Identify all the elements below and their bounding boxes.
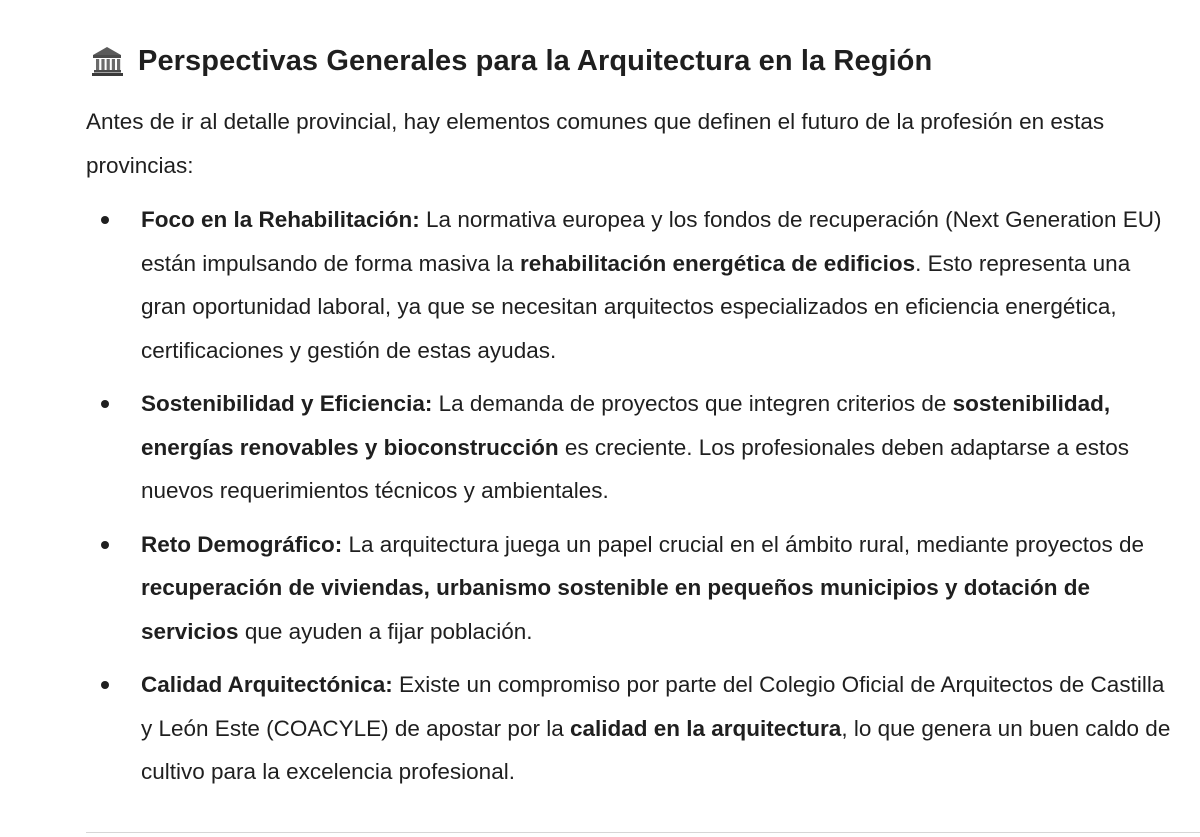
list-item: [86, 523, 1176, 654]
classical-building-icon: [90, 44, 124, 78]
item-text: , lo que genera un buen caldo de cultivo para la excelencia profesional.: [141, 715, 1171, 784]
item-title: Calidad Arquitectónica:: [141, 672, 393, 697]
intro-paragraph: Antes de ir al detalle provincial, hay elementos comunes que definen el futuro de la profesión en estas provincias:: [86, 109, 1105, 178]
item-highlight: recuperación de viviendas, urbanismo sostenible en pequeños municipios y dotación de servicios: [141, 575, 1090, 644]
item-highlight: sostenibilidad, energías renovables y bioconstrucción: [141, 391, 1111, 460]
bullet-list: [86, 198, 1176, 794]
item-highlight: rehabilitación energética de edificios: [519, 250, 916, 276]
document-content: [86, 36, 1176, 804]
list-item: [86, 198, 1176, 372]
bullet-icon: [101, 216, 109, 224]
page-title: Perspectivas Generales para la Arquitectura en la Región: [138, 44, 933, 77]
bullet-icon: [101, 681, 109, 689]
item-text: que ayuden a fijar población.: [238, 618, 533, 644]
item-text: La normativa europea y los fondos de recuperación (Next Generation EU) están impulsando de forma masiva la: [141, 207, 1162, 276]
list-item: [86, 663, 1176, 794]
item-text: Existe un compromiso por parte del Colegio Oficial de Arquitectos de Castilla y León Este (COACYLE) de apostar por la: [141, 672, 1165, 741]
item-title: Reto Demográfico:: [141, 531, 343, 557]
bullet-icon: [101, 541, 109, 549]
item-text: es creciente. Los profesionales deben adaptarse a estos nuevos requerimientos técnicos y ambientales.: [141, 434, 1130, 503]
bullet-icon: [101, 400, 109, 408]
section-heading: [86, 36, 1176, 86]
item-text: La arquitectura juega un papel crucial en el ámbito rural, mediante proyectos de: [342, 531, 1145, 557]
divider: [86, 832, 1200, 833]
item-title: Foco en la Rehabilitación:: [141, 207, 420, 232]
item-text: La demanda de proyectos que integren criterios de: [432, 391, 953, 416]
list-item: [86, 382, 1176, 513]
item-text: . Esto representa una gran oportunidad laboral, ya que se necesitan arquitectos especializados en eficiencia energética, certificaciones y gestión de estas ayudas.: [141, 250, 1131, 363]
item-highlight: calidad en la arquitectura: [569, 715, 842, 741]
item-title: Sostenibilidad y Eficiencia:: [141, 391, 433, 416]
